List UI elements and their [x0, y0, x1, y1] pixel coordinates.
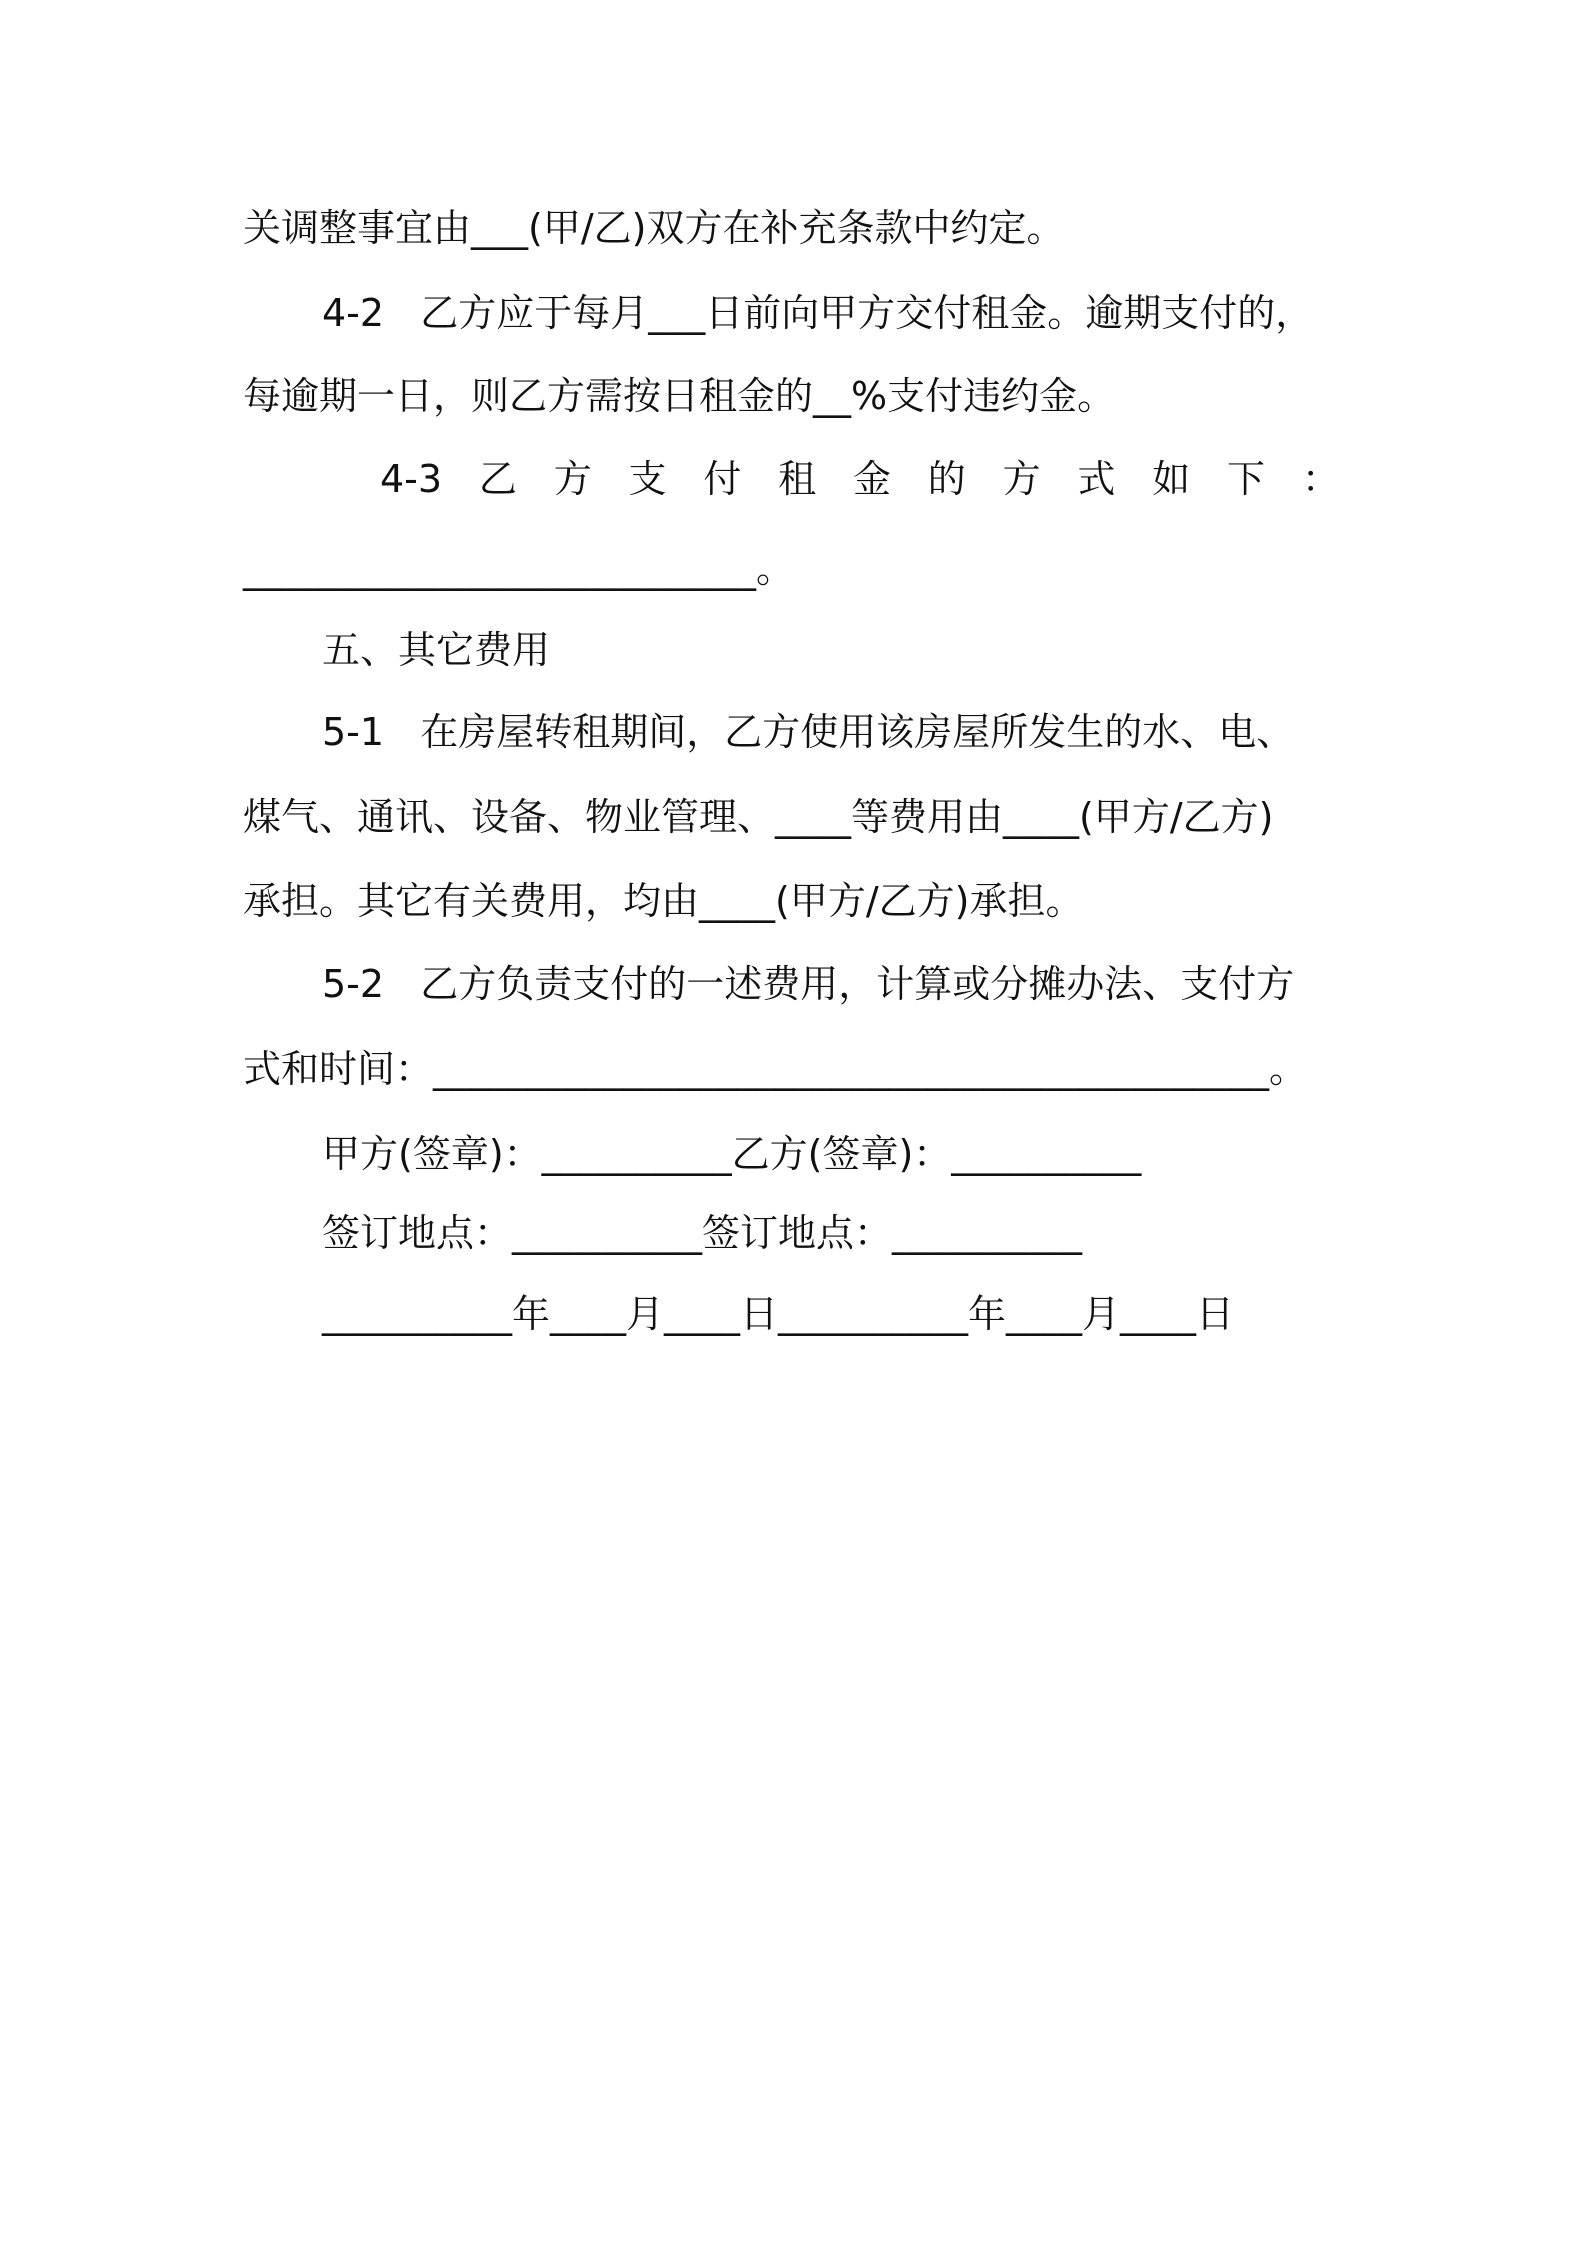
justified-text: 如 [1152, 457, 1191, 501]
paragraph-line-7: 5-1 在房屋转租期间，乙方使用该房屋所发生的水、电、 [322, 710, 1295, 754]
justified-line-4-3 [380, 449, 1340, 509]
justified-text: ： [1301, 457, 1340, 501]
section-heading: 五、其它费用 [322, 628, 551, 672]
justified-text: 4-3 [380, 457, 443, 501]
paragraph-line-2: 4-2 乙方应于每月___日前向甲方交付租金。逾期支付的， [322, 291, 1314, 335]
justified-text: 乙 [478, 457, 517, 501]
signature-line: 甲方(签章)：__________乙方(签章)：__________ [322, 1132, 1142, 1176]
date-line: __________年____月____日__________年____月____日 [322, 1292, 1235, 1336]
paragraph-line-10: 5-2 乙方负责支付的一述费用，计算或分摊办法、支付方 [322, 962, 1295, 1006]
paragraph-line-8: 煤气、通讯、设备、物业管理、____等费用由____(甲方/乙方) [243, 795, 1274, 839]
signing-place-line: 签订地点：__________签订地点：__________ [322, 1211, 1083, 1255]
paragraph-line-1: 关调整事宜由___(甲/乙)双方在补充条款中约定。 [243, 206, 1065, 250]
justified-text: 租 [778, 457, 817, 501]
justified-text: 方 [1002, 457, 1041, 501]
justified-text: 的 [927, 457, 966, 501]
justified-text: 式 [1077, 457, 1116, 501]
justified-text: 支 [628, 457, 667, 501]
justified-text: 下 [1227, 457, 1266, 501]
justified-text: 方 [553, 457, 592, 501]
justified-text: 金 [852, 457, 891, 501]
justified-text: 付 [703, 457, 742, 501]
paragraph-line-11: 式和时间：____________________________________________。 [243, 1047, 1308, 1091]
paragraph-line-9: 承担。其它有关费用，均由____(甲方/乙方)承担。 [243, 879, 1084, 923]
paragraph-line-3: 每逾期一日，则乙方需按日租金的__%支付违约金。 [243, 374, 1116, 418]
paragraph-line-5: ___________________________。 [243, 547, 795, 591]
